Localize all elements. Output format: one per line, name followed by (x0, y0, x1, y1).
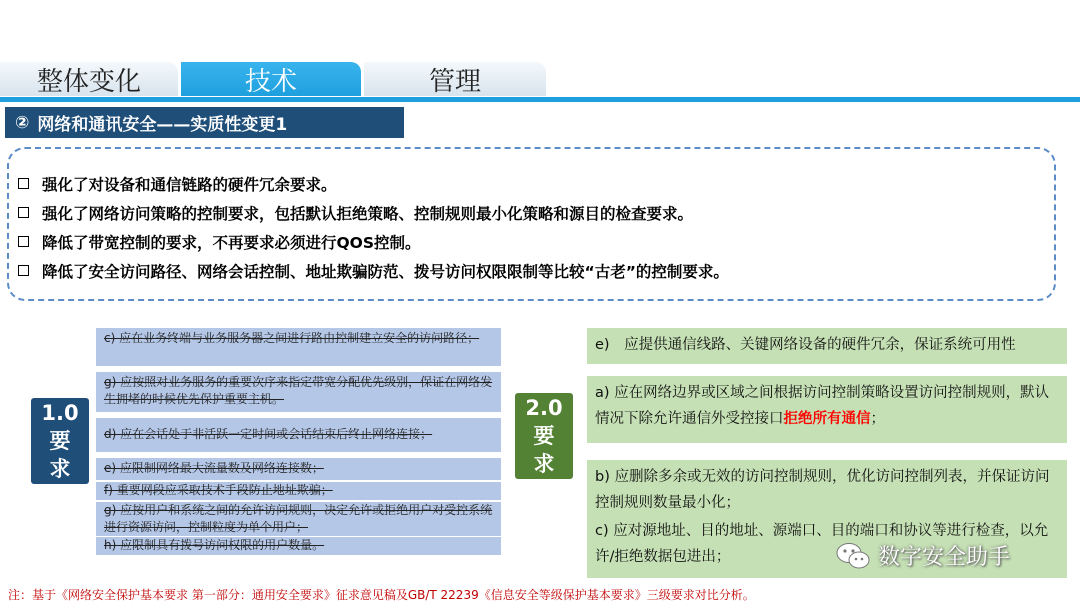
checkbox-square-icon (18, 236, 29, 247)
badge-text: 要 (533, 424, 555, 448)
list-item: f) 重要网段应采取技术手段防止地址欺骗； (96, 482, 501, 500)
list-item-text: c) 应对源地址、目的地址、源端口、目的端口和协议等进行检查，以允许/拒绝数据包进出； (595, 523, 1049, 565)
section-title: 网络和通讯安全——实质性变更1 (37, 115, 288, 135)
checkbox-square-icon (18, 178, 29, 189)
list-item-text: 降低了安全访问路径、网络会话控制、地址欺骗防范、拨号访问权限限制等比较“古老”的控制要求。 (42, 262, 729, 281)
list-item: h) 应限制具有拨号访问权限的用户数量。 (96, 537, 501, 555)
highlight-text: 拒绝所有通信 (783, 411, 871, 427)
tab-technology[interactable]: 技术 (181, 62, 361, 96)
list-item: e) 应提供通信线路、关键网络设备的硬件冗余，保证系统可用性 (587, 328, 1067, 364)
version-1-badge (31, 398, 89, 484)
version-2-badge (515, 393, 573, 479)
summary-list (18, 169, 1048, 285)
list-item (18, 256, 1048, 285)
badge-text: 求 (49, 457, 71, 481)
badge-text: 要 (49, 429, 71, 453)
list-item: e) 应限制网络最大流量数及网络连接数； (96, 458, 501, 480)
tab-bar (0, 62, 1080, 98)
list-item-text: 强化了对设备和通信链路的硬件冗余要求。 (42, 175, 337, 194)
list-item-text: a) 应在网络边界或区域之间根据访问控制策略设置访问控制规则，默认情况下除允许通信外受控接口 (595, 385, 1050, 427)
tab-underline (0, 97, 1080, 102)
list-item (18, 198, 1048, 227)
list-item (18, 169, 1048, 198)
badge-version: 2.0 (525, 396, 563, 420)
list-item: g) 应按照对业务服务的重要次序来指定带宽分配优先级别，保证在网络发生拥堵的时候优先保护重要主机。 (96, 372, 501, 412)
section-heading (5, 107, 404, 138)
list-item: c) 应在业务终端与业务服务器之间进行路由控制建立安全的访问路径； (96, 328, 501, 366)
watermark (836, 540, 1010, 571)
list-item-text: b) 应删除多余或无效的访问控制规则，优化访问控制列表，并保证访问控制规则数量最小化； (595, 469, 1050, 511)
list-item (587, 376, 1067, 443)
wechat-icon (836, 542, 870, 570)
list-item-text: ； (870, 411, 885, 427)
tab-overall-changes[interactable]: 整体变化 (0, 62, 178, 96)
badge-version: 1.0 (41, 401, 79, 425)
badge-text: 求 (533, 452, 555, 476)
list-item-text: 强化了网络访问策略的控制要求，包括默认拒绝策略、控制规则最小化策略和源目的检查要求。 (42, 204, 694, 223)
list-item: g) 应按用户和系统之间的允许访问规则，决定允许或拒绝用户对受控系统进行资源访问，控制粒度为单个用户； (96, 502, 501, 536)
watermark-text: 数字安全助手 (878, 545, 1011, 570)
tab-management[interactable]: 管理 (364, 62, 546, 96)
footnote: 注：基于《网络安全保护基本要求 第一部分：通用安全要求》征求意见稿及GB/T 22239《信息安全等级保护基本要求》三级要求对比分析。 (8, 588, 755, 602)
section-number: ② (15, 112, 30, 133)
checkbox-square-icon (18, 207, 29, 218)
list-item: d) 应在会话处于非活跃一定时间或会话结束后终止网络连接； (96, 418, 501, 452)
list-item-text: 降低了带宽控制的要求，不再要求必须进行QOS控制。 (42, 233, 421, 252)
checkbox-square-icon (18, 265, 29, 276)
list-item (18, 227, 1048, 256)
